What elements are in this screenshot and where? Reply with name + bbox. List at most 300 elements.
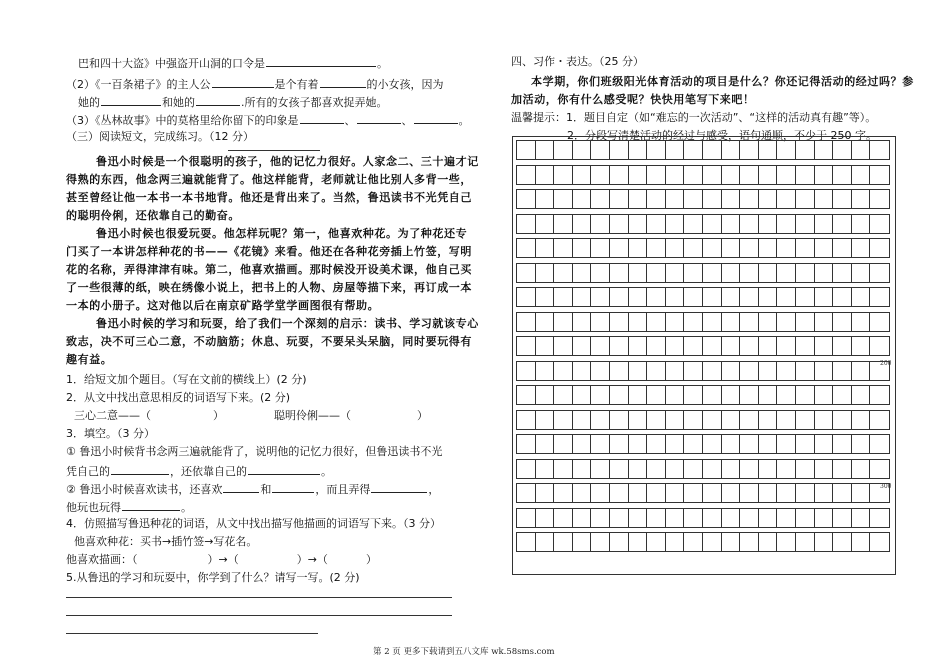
grid-cell[interactable] [554,386,573,404]
grid-cell[interactable] [536,264,555,282]
grid-cell[interactable] [815,166,834,184]
grid-cell[interactable] [759,411,778,429]
grid-cell[interactable] [796,141,815,159]
grid-cell[interactable] [684,460,703,478]
grid-cell[interactable] [517,239,536,257]
grid-cell[interactable] [796,533,815,551]
grid-cell[interactable] [517,460,536,478]
grid-cell[interactable] [722,239,741,257]
grid-cell[interactable] [703,411,722,429]
grid-cell[interactable] [740,215,759,233]
grid-cell[interactable] [740,313,759,331]
grid-cell[interactable] [759,264,778,282]
grid-cell[interactable] [554,288,573,306]
grid-cell[interactable] [573,264,592,282]
grid-cell[interactable] [573,509,592,527]
grid-cell[interactable] [759,533,778,551]
grid-cell[interactable] [610,411,629,429]
grid-cell[interactable] [591,460,610,478]
grid-cell[interactable] [591,337,610,355]
grid-cell[interactable] [629,362,648,380]
grid-cell[interactable] [610,509,629,527]
grid-cell[interactable] [722,141,741,159]
grid-cell[interactable] [870,264,889,282]
grid-cell[interactable] [722,166,741,184]
grid-cell[interactable] [870,190,889,208]
grid-cell[interactable] [796,337,815,355]
grid-cell[interactable] [536,460,555,478]
grid-cell[interactable] [517,484,536,502]
grid-cell[interactable] [852,386,871,404]
grid-cell[interactable] [666,239,685,257]
grid-cell[interactable] [610,460,629,478]
grid-cell[interactable] [629,533,648,551]
grid-cell[interactable] [740,484,759,502]
grid-cell[interactable] [684,166,703,184]
grid-cell[interactable] [647,484,666,502]
grid-cell[interactable] [684,288,703,306]
grid-cell[interactable] [722,411,741,429]
grid-cell[interactable] [629,190,648,208]
grid-cell[interactable] [517,190,536,208]
grid-cell[interactable] [629,239,648,257]
grid-cell[interactable] [666,190,685,208]
grid-cell[interactable] [629,484,648,502]
grid-cell[interactable] [684,435,703,453]
grid-cell[interactable] [833,411,852,429]
grid-cell[interactable] [517,166,536,184]
grid-cell[interactable] [647,460,666,478]
grid-cell[interactable] [666,288,685,306]
grid-cell[interactable] [815,264,834,282]
grid-cell[interactable] [777,288,796,306]
grid-cell[interactable] [647,533,666,551]
grid-cell[interactable] [610,239,629,257]
grid-cell[interactable] [777,166,796,184]
grid-cell[interactable] [777,435,796,453]
grid-cell[interactable] [629,337,648,355]
grid-cell[interactable] [536,288,555,306]
grid-cell[interactable] [517,264,536,282]
grid-cell[interactable] [517,435,536,453]
grid-cell[interactable] [740,386,759,404]
grid-cell[interactable] [777,337,796,355]
grid-cell[interactable] [666,362,685,380]
grid-cell[interactable] [870,141,889,159]
grid-cell[interactable] [666,533,685,551]
grid-cell[interactable] [796,435,815,453]
grid-cell[interactable] [629,435,648,453]
grid-cell[interactable] [759,484,778,502]
grid-cell[interactable] [722,435,741,453]
grid-cell[interactable] [647,313,666,331]
grid-cell[interactable] [536,166,555,184]
grid-cell[interactable] [833,166,852,184]
grid-cell[interactable] [647,141,666,159]
grid-cell[interactable] [684,386,703,404]
grid-cell[interactable] [815,411,834,429]
grid-cell[interactable] [833,386,852,404]
grid-cell[interactable] [666,337,685,355]
grid-row[interactable] [516,287,890,307]
grid-cell[interactable] [833,239,852,257]
grid-cell[interactable] [852,239,871,257]
grid-cell[interactable] [536,362,555,380]
grid-cell[interactable] [722,313,741,331]
grid-cell[interactable] [740,362,759,380]
grid-cell[interactable] [703,215,722,233]
grid-cell[interactable] [536,337,555,355]
grid-cell[interactable] [815,435,834,453]
grid-row[interactable] [516,385,890,405]
grid-cell[interactable] [573,460,592,478]
grid-cell[interactable] [666,509,685,527]
grid-cell[interactable] [610,190,629,208]
grid-cell[interactable] [703,435,722,453]
grid-cell[interactable] [629,166,648,184]
grid-cell[interactable] [833,190,852,208]
grid-cell[interactable] [833,337,852,355]
grid-cell[interactable] [703,313,722,331]
blank[interactable] [122,499,180,511]
grid-cell[interactable] [722,509,741,527]
grid-cell[interactable] [666,166,685,184]
grid-cell[interactable] [647,215,666,233]
grid-cell[interactable] [591,484,610,502]
grid-cell[interactable] [666,386,685,404]
blank[interactable] [414,112,458,124]
grid-cell[interactable] [852,288,871,306]
grid-cell[interactable] [796,411,815,429]
grid-cell[interactable] [591,264,610,282]
grid-cell[interactable] [833,215,852,233]
grid-cell[interactable] [722,533,741,551]
grid-cell[interactable] [536,239,555,257]
grid-cell[interactable] [722,288,741,306]
grid-cell[interactable] [777,239,796,257]
grid-cell[interactable] [610,215,629,233]
grid-cell[interactable] [870,386,889,404]
grid-cell[interactable] [833,435,852,453]
grid-cell[interactable] [777,411,796,429]
grid-row[interactable] [516,508,890,528]
grid-cell[interactable] [703,337,722,355]
grid-cell[interactable] [852,166,871,184]
grid-cell[interactable] [703,362,722,380]
grid-cell[interactable] [666,460,685,478]
grid-cell[interactable] [833,141,852,159]
grid-cell[interactable] [591,190,610,208]
grid-cell[interactable] [647,337,666,355]
grid-cell[interactable] [740,509,759,527]
grid-row[interactable] [516,263,890,283]
grid-cell[interactable] [647,435,666,453]
grid-cell[interactable] [815,239,834,257]
answer-line[interactable] [66,597,452,598]
grid-cell[interactable] [815,313,834,331]
grid-cell[interactable] [703,509,722,527]
grid-cell[interactable] [759,239,778,257]
grid-cell[interactable] [740,435,759,453]
grid-row[interactable] [516,434,890,454]
grid-cell[interactable] [517,337,536,355]
grid-cell[interactable] [536,533,555,551]
grid-cell[interactable] [610,288,629,306]
grid-cell[interactable] [870,239,889,257]
grid-cell[interactable] [722,362,741,380]
grid-cell[interactable] [591,239,610,257]
grid-cell[interactable] [591,288,610,306]
grid-cell[interactable] [777,141,796,159]
grid-cell[interactable] [815,190,834,208]
grid-row[interactable] [516,140,890,160]
grid-cell[interactable] [536,141,555,159]
grid-cell[interactable] [852,313,871,331]
grid-row[interactable] [516,238,890,258]
grid-cell[interactable] [666,215,685,233]
grid-cell[interactable] [759,460,778,478]
grid-cell[interactable] [722,190,741,208]
grid-cell[interactable] [796,190,815,208]
grid-cell[interactable] [684,337,703,355]
grid-cell[interactable] [684,411,703,429]
grid-cell[interactable] [554,509,573,527]
grid-cell[interactable] [517,141,536,159]
grid-cell[interactable] [684,533,703,551]
grid-cell[interactable] [666,313,685,331]
grid-cell[interactable] [833,509,852,527]
grid-cell[interactable] [703,460,722,478]
grid-cell[interactable] [796,239,815,257]
grid-cell[interactable] [870,337,889,355]
grid-cell[interactable] [629,313,648,331]
grid-cell[interactable] [554,141,573,159]
grid-cell[interactable] [796,215,815,233]
grid-cell[interactable] [815,215,834,233]
grid-cell[interactable] [536,215,555,233]
grid-cell[interactable] [629,141,648,159]
grid-cell[interactable] [684,141,703,159]
grid-cell[interactable] [852,337,871,355]
blank[interactable] [196,94,240,106]
grid-cell[interactable] [796,460,815,478]
grid-cell[interactable] [554,313,573,331]
grid-cell[interactable] [703,190,722,208]
grid-row[interactable] [516,410,890,430]
grid-cell[interactable] [815,362,834,380]
grid-cell[interactable] [740,533,759,551]
grid-cell[interactable] [852,362,871,380]
blank[interactable] [248,463,320,475]
blank[interactable] [320,76,366,88]
grid-cell[interactable] [740,166,759,184]
grid-cell[interactable] [684,264,703,282]
grid-cell[interactable] [536,386,555,404]
grid-cell[interactable] [722,484,741,502]
grid-row[interactable] [516,459,890,479]
grid-cell[interactable] [740,337,759,355]
grid-cell[interactable] [554,435,573,453]
grid-cell[interactable] [740,411,759,429]
grid-cell[interactable] [629,460,648,478]
grid-cell[interactable] [536,484,555,502]
grid-cell[interactable] [815,533,834,551]
grid-cell[interactable] [610,435,629,453]
grid-cell[interactable] [777,460,796,478]
answer-line[interactable] [66,615,452,616]
grid-cell[interactable] [777,264,796,282]
grid-cell[interactable] [777,533,796,551]
grid-cell[interactable] [684,509,703,527]
grid-cell[interactable] [684,239,703,257]
grid-cell[interactable] [833,533,852,551]
grid-cell[interactable] [573,386,592,404]
grid-cell[interactable] [796,362,815,380]
grid-cell[interactable] [870,166,889,184]
grid-cell[interactable] [777,509,796,527]
grid-cell[interactable] [870,411,889,429]
grid-cell[interactable] [870,288,889,306]
blank[interactable] [371,481,427,493]
grid-cell[interactable] [554,264,573,282]
grid-cell[interactable] [852,435,871,453]
grid-cell[interactable] [870,435,889,453]
grid-cell[interactable] [629,509,648,527]
grid-cell[interactable] [759,337,778,355]
grid-cell[interactable] [722,337,741,355]
blank[interactable] [223,481,259,493]
grid-cell[interactable] [722,460,741,478]
grid-cell[interactable] [740,264,759,282]
grid-cell[interactable] [740,141,759,159]
grid-cell[interactable] [703,141,722,159]
grid-cell[interactable] [629,215,648,233]
grid-cell[interactable] [573,313,592,331]
grid-cell[interactable] [554,239,573,257]
grid-cell[interactable] [852,533,871,551]
grid-cell[interactable] [796,509,815,527]
grid-cell[interactable] [554,190,573,208]
grid-cell[interactable] [796,313,815,331]
grid-cell[interactable] [740,288,759,306]
grid-cell[interactable] [591,509,610,527]
grid-cell[interactable] [759,166,778,184]
grid-cell[interactable] [610,166,629,184]
grid-cell[interactable] [740,239,759,257]
grid-cell[interactable] [591,166,610,184]
grid-cell[interactable] [703,166,722,184]
grid-cell[interactable] [610,533,629,551]
grid-cell[interactable] [610,337,629,355]
grid-cell[interactable] [833,362,852,380]
grid-cell[interactable] [647,288,666,306]
grid-cell[interactable] [554,533,573,551]
blank[interactable] [266,55,376,67]
grid-cell[interactable] [703,533,722,551]
grid-cell[interactable] [647,362,666,380]
grid-cell[interactable] [591,435,610,453]
grid-cell[interactable] [870,313,889,331]
grid-cell[interactable] [722,215,741,233]
grid-cell[interactable] [703,288,722,306]
grid-cell[interactable] [647,239,666,257]
grid-cell[interactable] [870,509,889,527]
grid-cell[interactable] [796,166,815,184]
grid-cell[interactable] [536,190,555,208]
grid-cell[interactable] [536,435,555,453]
grid-cell[interactable] [852,460,871,478]
grid-row[interactable] [516,189,890,209]
title-blank[interactable] [228,150,320,151]
grid-cell[interactable] [777,386,796,404]
grid-cell[interactable] [666,435,685,453]
grid-cell[interactable] [722,264,741,282]
grid-cell[interactable] [517,215,536,233]
grid-cell[interactable] [573,215,592,233]
grid-cell[interactable] [554,215,573,233]
blank[interactable] [101,94,161,106]
grid-cell[interactable] [796,386,815,404]
blank[interactable] [272,481,314,493]
grid-cell[interactable] [684,215,703,233]
grid-cell[interactable] [573,337,592,355]
grid-cell[interactable] [629,386,648,404]
blank[interactable] [212,76,274,88]
grid-cell[interactable] [703,484,722,502]
grid-cell[interactable] [703,386,722,404]
grid-cell[interactable] [815,337,834,355]
grid-row[interactable] [516,312,890,332]
grid-cell[interactable] [554,484,573,502]
grid-cell[interactable] [573,411,592,429]
grid-cell[interactable] [852,484,871,502]
grid-cell[interactable] [573,362,592,380]
grid-cell[interactable] [815,288,834,306]
grid-cell[interactable] [852,141,871,159]
grid-cell[interactable] [796,264,815,282]
grid-cell[interactable] [759,509,778,527]
grid-cell[interactable] [833,264,852,282]
grid-cell[interactable] [666,484,685,502]
grid-cell[interactable] [610,386,629,404]
grid-cell[interactable] [610,313,629,331]
grid-cell[interactable] [591,141,610,159]
grid-cell[interactable] [759,386,778,404]
grid-cell[interactable] [684,362,703,380]
grid-cell[interactable] [610,484,629,502]
grid-cell[interactable] [517,362,536,380]
grid-cell[interactable] [647,386,666,404]
grid-cell[interactable] [610,264,629,282]
grid-cell[interactable] [591,362,610,380]
grid-cell[interactable] [573,190,592,208]
grid-cell[interactable] [722,386,741,404]
grid-cell[interactable] [870,215,889,233]
grid-row[interactable] [516,532,890,552]
blank[interactable] [300,112,344,124]
answer-line[interactable] [66,633,318,634]
grid-cell[interactable] [777,484,796,502]
grid-cell[interactable] [517,313,536,331]
grid-cell[interactable] [759,190,778,208]
grid-cell[interactable] [740,460,759,478]
grid-cell[interactable] [573,166,592,184]
grid-cell[interactable] [573,435,592,453]
grid-cell[interactable] [591,533,610,551]
grid-cell[interactable] [833,288,852,306]
grid-row[interactable] [516,165,890,185]
grid-cell[interactable] [647,264,666,282]
